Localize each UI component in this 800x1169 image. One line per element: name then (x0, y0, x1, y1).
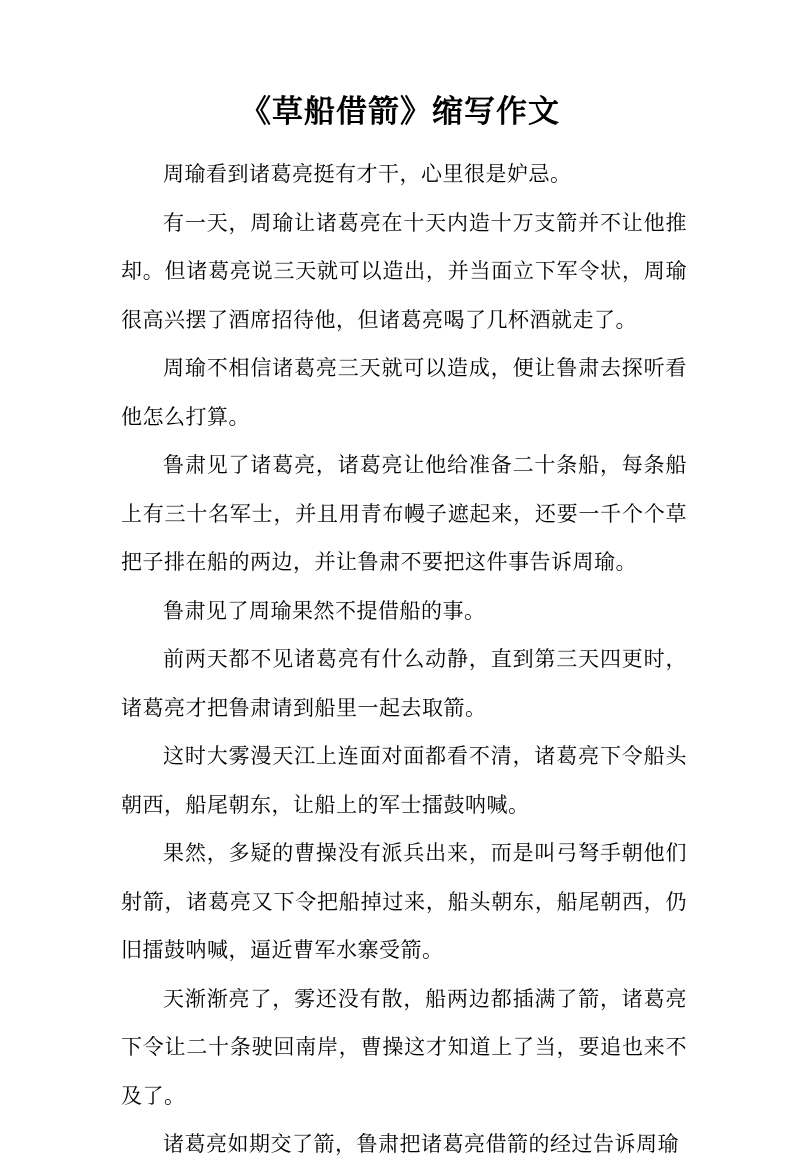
paragraph-5: 鲁肃见了周瑜果然不提借船的事。 (163, 598, 486, 623)
paragraph-1: 周瑜看到诸葛亮挺有才干，心里很是妒忌。 (163, 162, 572, 186)
document-title: 《草船借箭》缩写作文 (240, 94, 560, 130)
paragraph-8: 果然，多疑的曹操没有派兵出来，而是叫弓弩手朝他们射箭，诸葛亮又下令把船掉过来，船头朝东，船尾朝西，仍旧擂鼓呐喊，逼近曹军水寨受箭。 (121, 841, 687, 962)
paragraph-6: 前两天都不见诸葛亮有什么动静，直到第三天四更时，诸葛亮才把鲁肃请到船里一起去取箭。 (121, 647, 687, 720)
paragraph-9: 天渐渐亮了，雾还没有散，船两边都插满了箭，诸葛亮下令让二十条驶回南岸，曹操这才知道上了当，要追也来不及了。 (121, 986, 687, 1108)
paragraph-7: 这时大雾漫天江上连面对面都看不清，诸葛亮下令船头朝西，船尾朝东，让船上的军士擂鼓呐喊。 (121, 744, 687, 817)
document-body (121, 150, 687, 1169)
paragraph-3: 周瑜不相信诸葛亮三天就可以造成，便让鲁肃去探听看他怎么打算。 (121, 356, 687, 429)
paragraph-2: 有一天，周瑜让诸葛亮在十天内造十万支箭并不让他推却。但诸葛亮说三天就可以造出，并当面立下军令状，周瑜很高兴摆了酒席招待他，但诸葛亮喝了几杯酒就走了。 (121, 210, 687, 332)
paragraph-4: 鲁肃见了诸葛亮，诸葛亮让他给准备二十条船，每条船上有三十名军士，并且用青布幔子遮起来，还要一千个个草把子排在船的两边，并让鲁肃不要把这件事告诉周瑜。 (121, 453, 687, 574)
paragraph-10: 诸葛亮如期交了箭，鲁肃把诸葛亮借箭的经过告诉周瑜 (163, 1132, 679, 1156)
